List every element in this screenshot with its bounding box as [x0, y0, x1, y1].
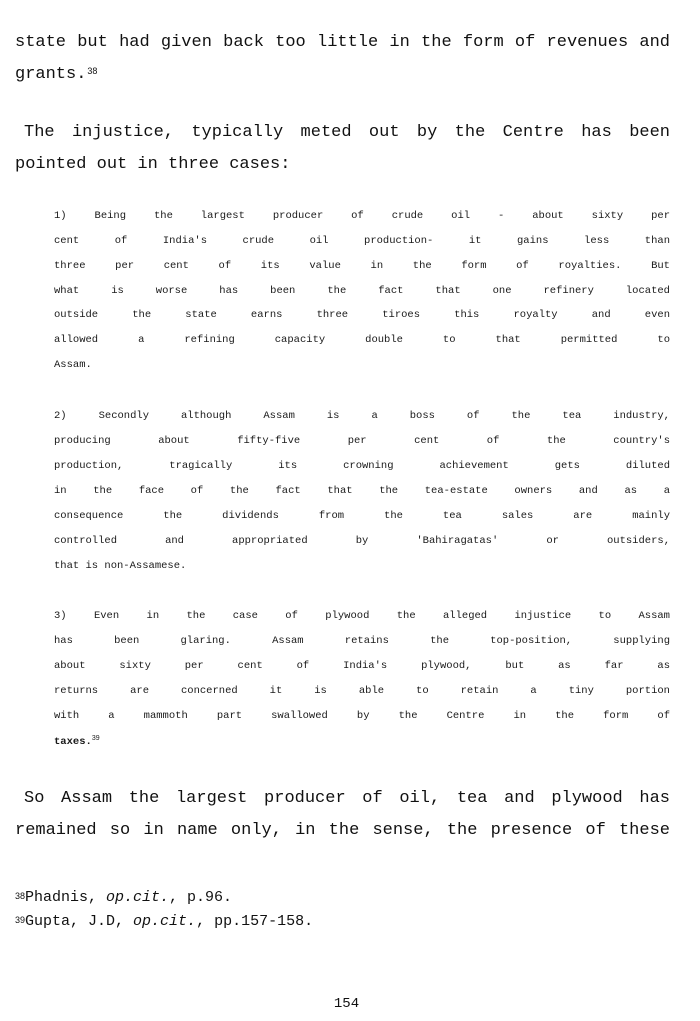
text-line: So Assam the largest producer of oil, tea and plywood has — [24, 789, 670, 808]
footnote-pages: , p.96. — [169, 889, 233, 906]
footnote-author: Gupta, J.D, — [25, 913, 134, 930]
text-line: state but had given back too little in the form of revenues and — [15, 33, 670, 52]
quote-line: producing about fifty-five per cent of the country's — [54, 435, 670, 447]
quote-line: in the face of the fact that the tea-estate owners and as a — [54, 485, 670, 497]
footnote-author: Phadnis, — [25, 889, 107, 906]
quote-line: outside the state earns three tiroes this royalty and even — [54, 309, 670, 321]
quote-line: controlled and appropriated by 'Bahiragatas' or outsiders, — [54, 535, 670, 547]
page-number: 154 — [333, 996, 360, 1012]
text-line: The injustice, typically meted out by the Centre has been — [24, 123, 670, 142]
quote-line: three per cent of its value in the form of royalties. But — [54, 260, 670, 272]
text-line: remained so in name only, in the sense, the presence of these — [15, 821, 670, 840]
text-line: taxes. — [54, 736, 92, 748]
footnote-pages: , pp.157-158. — [196, 913, 314, 930]
body-text-line — [15, 155, 670, 175]
text-line: grants. — [15, 65, 87, 84]
quote-line: what is worse has been the fact that one refinery located — [54, 285, 670, 297]
footnote-citation: op.cit. — [133, 913, 197, 930]
footnote-38 — [15, 889, 232, 907]
quote-line: returns are concerned it is able to retain a tiny portion — [54, 685, 670, 697]
quote-line: 1) Being the largest producer of crude oil - about sixty per — [54, 210, 670, 222]
footnote-number: 39 — [15, 915, 26, 925]
footnote-citation: op.cit. — [106, 889, 170, 906]
quote-line — [54, 735, 670, 749]
body-text-line — [15, 821, 670, 841]
quote-line: about sixty per cent of India's plywood, but as far as — [54, 660, 670, 672]
quote-line: cent of India's crude oil production- it gains less than — [54, 235, 670, 247]
quote-line: allowed a refining capacity double to that permitted to — [54, 334, 670, 346]
quote-line: Assam. — [54, 359, 92, 371]
body-text-line — [24, 789, 670, 809]
body-text-line — [24, 123, 670, 143]
quote-line: that is non-Assamese. — [54, 560, 187, 572]
footnote-number: 38 — [15, 891, 26, 901]
text-line: pointed out in three cases: — [15, 155, 291, 174]
quote-line: 3) Even in the case of plywood the alleged injustice to Assam — [54, 610, 670, 622]
body-text-line — [15, 33, 670, 53]
footnote-reference: 39 — [91, 735, 100, 742]
footnote-39 — [15, 913, 313, 931]
quote-line: with a mammoth part swallowed by the Centre in the form of — [54, 710, 670, 722]
footnote-reference: 38 — [87, 66, 98, 76]
quote-line: consequence the dividends from the tea sales are mainly — [54, 510, 670, 522]
quote-line: 2) Secondly although Assam is a boss of the tea industry, — [54, 410, 670, 422]
quote-line: has been glaring. Assam retains the top-position, supplying — [54, 635, 670, 647]
body-text-line — [15, 65, 670, 85]
quote-line: production, tragically its crowning achievement gets diluted — [54, 460, 670, 472]
